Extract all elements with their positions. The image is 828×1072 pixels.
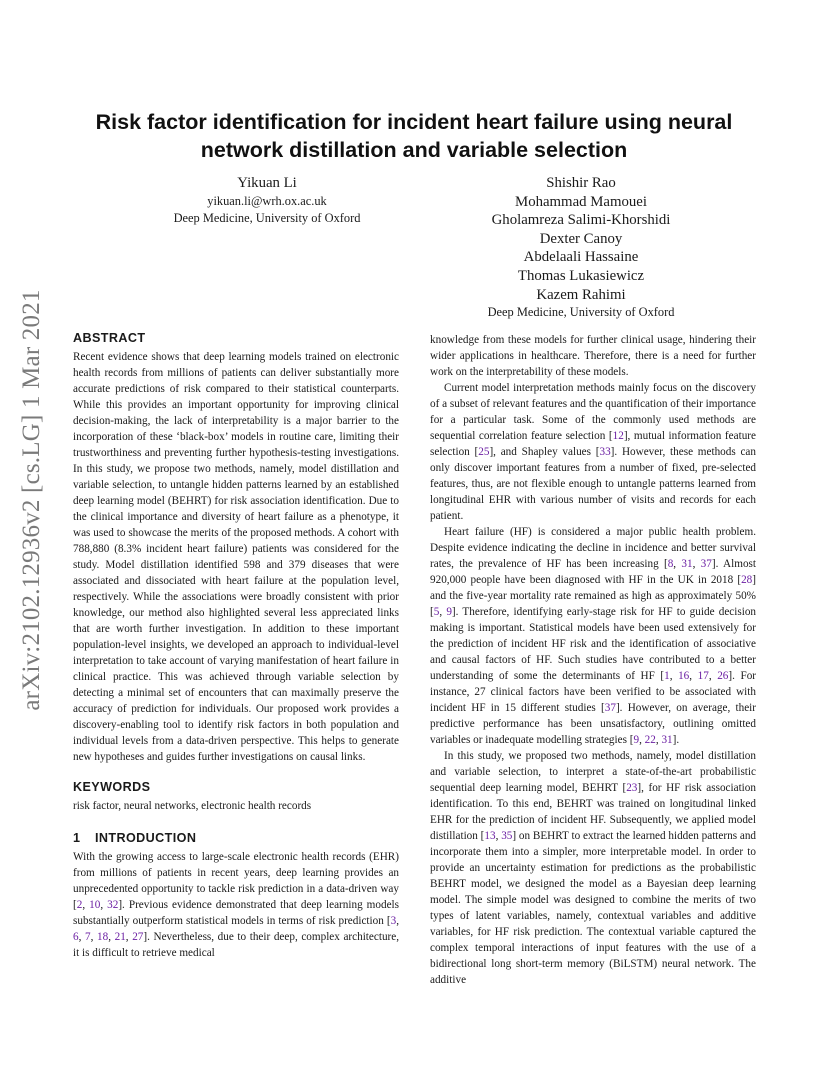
citation-link[interactable]: 31	[681, 558, 693, 570]
left-column	[73, 330, 399, 961]
abstract-heading: ABSTRACT	[73, 331, 146, 345]
author-name: Kazem Rahimi	[536, 286, 626, 303]
citation-link[interactable]: 1	[664, 670, 670, 682]
citation-link[interactable]: 25	[478, 446, 490, 458]
citation-link[interactable]: 21	[114, 931, 126, 943]
arxiv-id: arXiv:2102.12936v2 [cs.LG] 1 Mar 2021	[18, 289, 45, 711]
citation-link[interactable]: 17	[697, 670, 709, 682]
citation-link[interactable]: 10	[89, 899, 101, 911]
citation-link[interactable]: 13	[484, 830, 496, 842]
right-column	[430, 332, 756, 988]
title-line-1: Risk factor identification for incident heart failure using neural	[95, 110, 733, 134]
author-name: Thomas Lukasiewicz	[517, 267, 645, 284]
citation-link[interactable]: 33	[599, 446, 611, 458]
introduction-heading	[73, 830, 399, 846]
citation-link[interactable]: 22	[644, 734, 656, 746]
citation-link[interactable]: 28	[741, 574, 753, 586]
citation-link[interactable]: 35	[501, 830, 513, 842]
paper-title	[40, 108, 788, 164]
author-name: Yikuan Li	[237, 175, 297, 191]
section-title: INTRODUCTION	[95, 831, 197, 845]
author-name: Dexter Canoy	[539, 230, 623, 247]
author-name: Gholamreza Salimi-Khorshidi	[491, 212, 671, 229]
citation-link[interactable]: 12	[612, 430, 624, 442]
title-line-2: network distillation and variable selection	[200, 138, 628, 162]
citation-link[interactable]: 8	[667, 558, 674, 570]
citation-link[interactable]: 16	[678, 670, 690, 682]
citation-link[interactable]: 3	[390, 915, 397, 927]
body-paragraph: Current model interpretation methods mainly focus on the discovery of a subset of relevant features and the quantification of their importance for a particular task. Some of the commonly used methods are sequential correlation feature selection [12], mutual information feature selection [25], and Shapley values [33]. However, these methods can only discover important features from a number of fixed, pre-selected features, thus, are not flexible enough to untangle patterns learned from longitudinal EHR with various number of visits and records for each patient.	[430, 382, 756, 522]
citation-link[interactable]: 32	[107, 899, 119, 911]
author-block-right	[436, 174, 726, 321]
body-paragraph: knowledge from these models for further clinical usage, hindering their wider applications in healthcare. Therefore, there is a need for further work on the interpretability of these models.	[430, 334, 756, 378]
arxiv-stamp	[8, 290, 56, 710]
author-block-left	[122, 174, 412, 227]
abstract-text: Recent evidence shows that deep learning models trained on electronic health records from millions of patients can deliver substantially more accurate predictions of risk compared to their statistical counterparts. While this provides an important opportunity for improving clinical decision-making, the lack of interpretability is a major barrier to the incorporation of these ‘black-box’ models in routine care, limiting their trustworthiness and preventing further hypothesis-testing investigations. In this study, we propose two methods, namely, model distillation and variable selection, to untangle hidden patterns learned by an established deep learning model (BEHRT) for risk association identification. Due to the clinical importance and diversity of heart failure as a phenotype, it was used to showcase the merits of the proposed methods. A cohort with 788,880 (8.3% incident heart failure) patients was considered for the study. Model distillation identified 598 and 379 diseases that were associated and dissociated with heart failure at the population level, respectively. While the associations were broadly consistent with prior knowledge, our method also highlighted several less appreciated links that are worth further investigation. In addition to these important population-level insights, we developed an approach to individual-level interpretation to take account of varying manifestation of heart failure in clinical practice. This was achieved through variable selection by detecting a minimal set of encounters that can maximally preserve the accuracy of prediction for individuals. Our proposed work provides a discovery-enabling tool to identify risk factors in both population and individual levels from a data-driven perspective. This helps to generate new hypotheses and guides further investigations on causal links.	[73, 351, 399, 763]
citation-link[interactable]: 23	[626, 782, 638, 794]
citation-link[interactable]: 9	[633, 734, 640, 746]
citation-link[interactable]: 2	[76, 899, 83, 911]
body-paragraph: In this study, we proposed two methods, namely, model distillation and variable selection, to interpret a state-of-the-art probabilistic sequential deep learning model, BEHRT [23], for HF risk association identification. To this end, BEHRT was trained on longitudinal linked EHR for the prediction of incident HF. Subsequently, we applied model distillation [13, 35] on BEHRT to extract the learned hidden patterns and incorporate them into a simpler, more interpretable model. In order to provide an uncertainty estimation for predictions as the probabilistic BEHRT model, we designed the model as a Bayesian deep learning model. The simple model was designed to combine the merits of two types of latent variables, namely, contextual variables and additive variables, for HF risk prediction. The contextual variable captured the complex temporal interactions of input features with the use of a bidirectional long short-term memory (BiLSTM) neural network. The additive	[430, 750, 757, 986]
author-name: Shishir Rao	[546, 175, 616, 191]
citation-link[interactable]: 37	[604, 702, 616, 714]
keywords-text: risk factor, neural networks, electronic health records	[73, 800, 312, 812]
author-email: yikuan.li@wrh.ox.ac.uk	[207, 193, 327, 208]
author-name: Abdelaali Hassaine	[523, 249, 639, 266]
citation-link[interactable]: 37	[700, 558, 712, 570]
citation-link[interactable]: 27	[132, 931, 144, 943]
citation-link[interactable]: 5	[433, 606, 440, 618]
citation-link[interactable]: 18	[97, 931, 109, 943]
keywords-heading: KEYWORDS	[73, 780, 151, 794]
citation-link[interactable]: 31	[661, 734, 673, 746]
section-number: 1	[73, 831, 81, 845]
body-paragraph: Heart failure (HF) is considered a major public health problem. Despite evidence indicating the decline in incidence and better survival rates, the prevalence of HF has been increasing [8, 31, 37]. Almost 920,000 people have been diagnosed with HF in the UK in 2018 [28] and the five-year mortality rate remained as high as approximately 50% [5, 9]. Therefore, identifying early-stage risk for HF to guide decision making is important. Statistical models have been used extensively for the prediction of incident HF risk and the identification of associative and causal factors of HF. Such studies have contributed to a better understanding of some the determinants of HF [1, 16, 17, 26]. For instance, 27 clinical factors have been verified to be associated with incident HF in 15 different studies [37]. However, on average, their predictive performance has been unsatisfactory, outlining omitted variables or inadequate modelling strategies [9, 22, 31].	[430, 526, 757, 746]
intro-paragraph: With the growing access to large-scale electronic health records (EHR) from millions of patients in recent years, deep learning provides an unprecedented opportunity to tackle risk prediction in a data-driven way [2, 10, 32]. Previous evidence demonstrated that deep learning models substantially outperform statistical models in terms of risk prediction [3, 6, 7, 18, 21, 27]. Nevertheless, due to their deep, complex architecture, it is difficult to retrieve medical	[73, 851, 400, 959]
author-affiliation: Deep Medicine, University of Oxford	[487, 305, 675, 320]
citation-link[interactable]: 26	[717, 670, 729, 682]
citation-link[interactable]: 7	[85, 931, 91, 943]
citation-link[interactable]: 9	[446, 606, 452, 618]
author-affiliation: Deep Medicine, University of Oxford	[173, 210, 361, 225]
citation-link[interactable]: 6	[73, 931, 79, 943]
author-name: Mohammad Mamouei	[515, 193, 647, 210]
